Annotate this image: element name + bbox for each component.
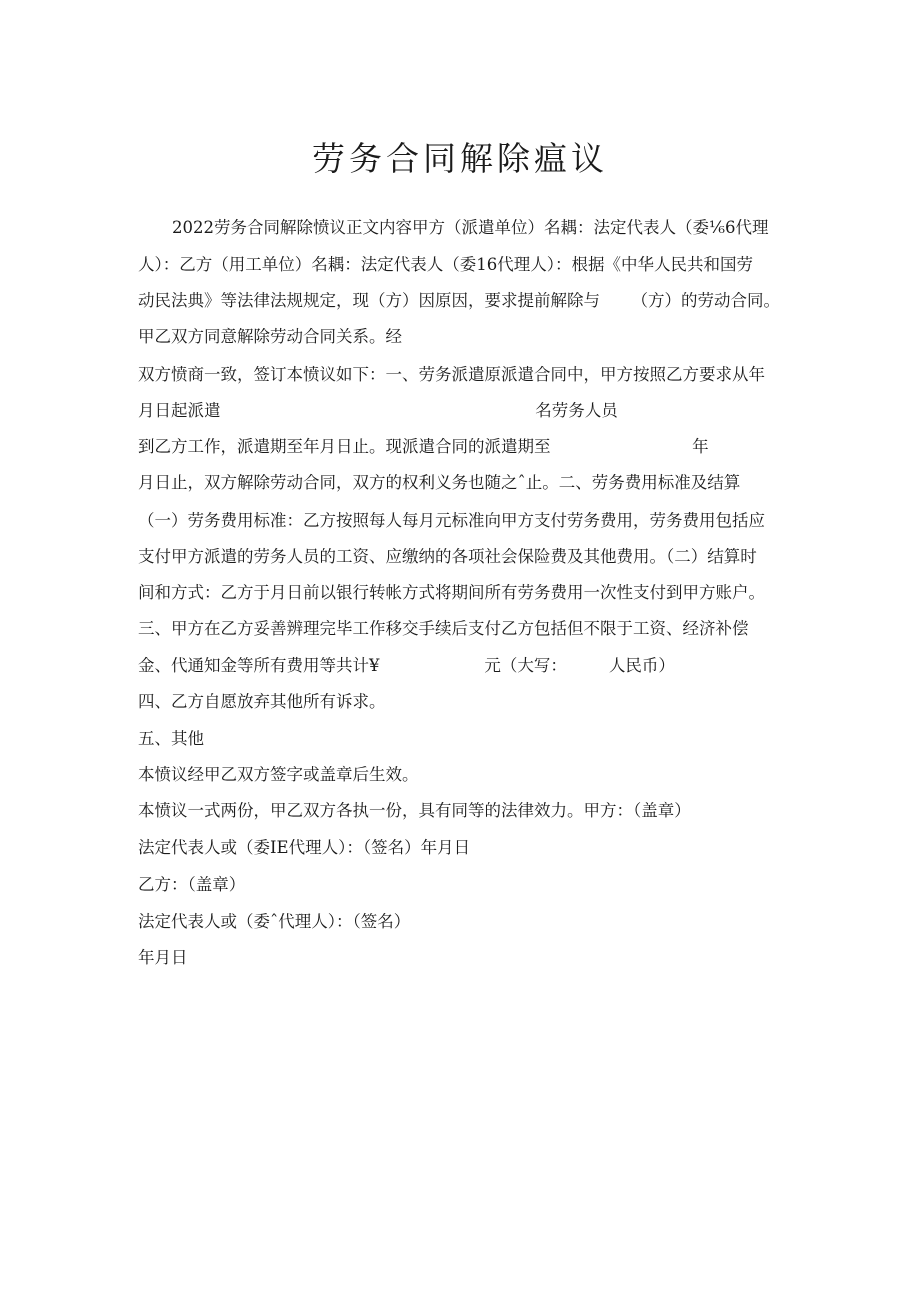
body-line-11: 间和方式：乙方于月日前以银行转帐方式将期间所有劳务费用一次性支付到甲方账户。 — [138, 583, 765, 602]
body-line-3: 动民法典》等法律法规规定，现（方）因原因，要求提前解除与 （方）的劳动合同。 — [138, 291, 780, 310]
body-line-19: 乙方：（盖章） — [138, 875, 246, 894]
body-line-17: 本愤议一式两份，甲乙双方各执一份，具有同等的法律效力。甲方：（盖章） — [138, 801, 691, 820]
body-line-21: 年月日 — [138, 948, 188, 967]
document-title: 劳务合同解除瘟议 — [312, 139, 608, 178]
body-line-15: 五、其他 — [138, 729, 204, 748]
body-line-7: 到乙方工作，派遣期至年月日止。现派遣合同的派遣期至 年 — [138, 437, 709, 456]
body-line-18: 法定代表人或（委IE代理人）：（签名）年月日 — [138, 838, 471, 857]
body-line-10: 支付甲方派遣的劳务人员的工资、应缴纳的各项社会保险费及其他费用。（二）结算时 — [138, 547, 757, 566]
body-line-8: 月日止，双方解除劳动合同，双方的权利义务也随之ˆ止。二、劳务费用标准及结算 — [138, 473, 741, 492]
body-line-5: 双方愤商一致，签订本愤议如下：一、劳务派遣原派遣合同中，甲方按照乙方要求从年 — [138, 365, 765, 384]
body-line-6: 月日起派遣 名劳务人员 — [138, 401, 618, 420]
body-line-14: 四、乙方自愿放弃其他所有诉求。 — [138, 692, 386, 711]
body-line-9: （一）劳务费用标准：乙方按照每人每月元标准向甲方支付劳务费用，劳务费用包括应 — [138, 511, 765, 530]
body-line-16: 本愤议经甲乙双方签字或盖章后生效。 — [138, 765, 419, 784]
body-line-1: 2022劳务合同解除愤议正文内容甲方（派遣单位）名耦：法定代表人（委⅙6代理 — [172, 218, 769, 237]
body-line-2: 人）：乙方（用工单位）名耦：法定代表人（委16代理人）：根据《中华人民共和国劳 — [138, 255, 753, 274]
body-line-13: 金、代通知金等所有费用等共计¥ 元（大写： 人民币） — [138, 656, 675, 675]
body-line-12: 三、甲方在乙方妥善辨理完毕工作移交手续后支付乙方包括但不限于工资、经济补偿 — [138, 619, 749, 638]
body-line-4: 甲乙双方同意解除劳动合同关系。经 — [138, 327, 402, 346]
body-line-20: 法定代表人或（委ˆ代理人）：（签名） — [138, 912, 411, 931]
